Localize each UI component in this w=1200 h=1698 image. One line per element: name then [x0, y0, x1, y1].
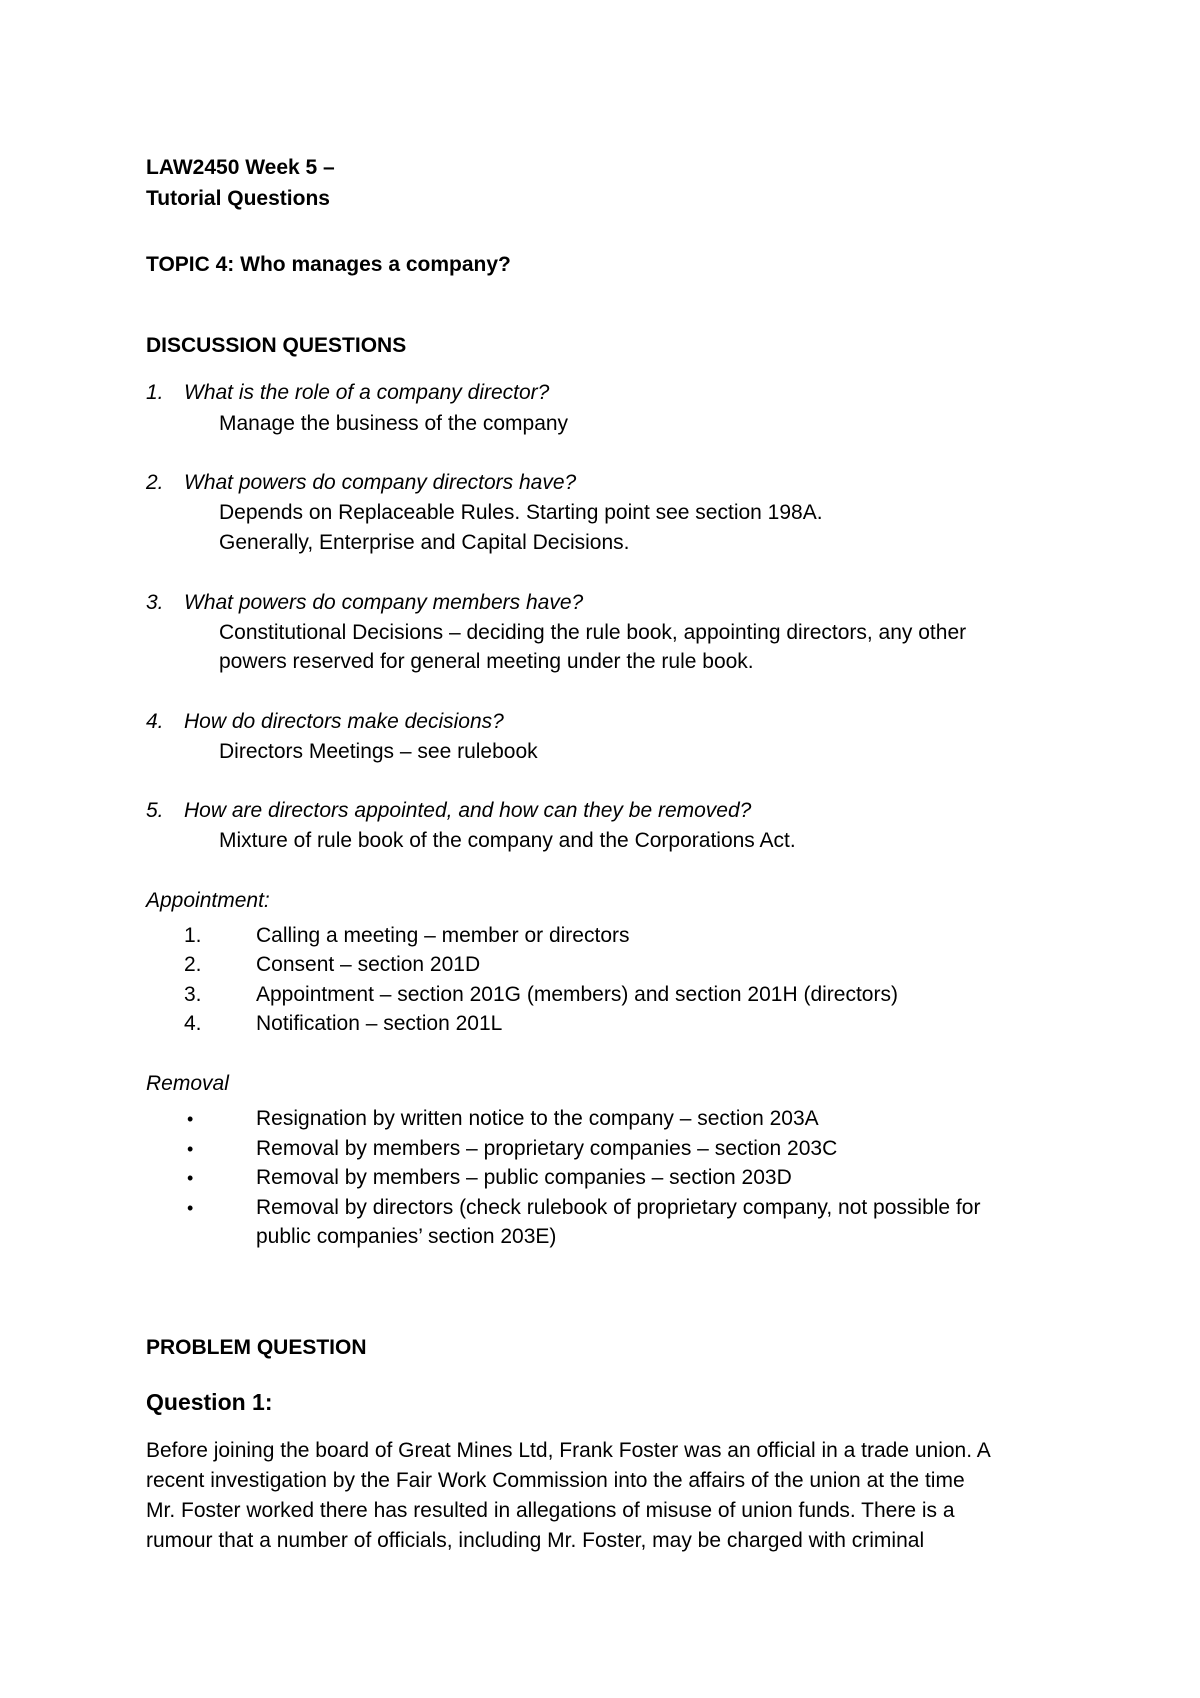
list-item: Appointment – section 201G (members) and section 201H (directors): [256, 983, 898, 1006]
discussion-heading: DISCUSSION QUESTIONS: [146, 334, 407, 357]
question-number: 3.: [146, 591, 164, 614]
answer-line: Directors Meetings – see rulebook: [219, 740, 538, 763]
list-item: Calling a meeting – member or directors: [256, 924, 630, 947]
answer-line: Generally, Enterprise and Capital Decisions.: [219, 531, 630, 554]
question-number: 4.: [146, 710, 164, 733]
bullet-icon: •: [187, 1109, 194, 1129]
question-text: How are directors appointed, and how can they be removed?: [184, 799, 752, 822]
list-number: 3.: [184, 983, 202, 1006]
paragraph-line: recent investigation by the Fair Work Commission into the affairs of the union at the time: [146, 1469, 965, 1492]
topic-heading: TOPIC 4: Who manages a company?: [146, 253, 511, 276]
answer-line: Depends on Replaceable Rules. Starting point see section 198A.: [219, 501, 823, 524]
course-title: LAW2450 Week 5 –: [146, 156, 335, 179]
paragraph-line: rumour that a number of officials, including Mr. Foster, may be charged with criminal: [146, 1529, 925, 1552]
list-item-continuation: public companies’ section 203E): [256, 1225, 557, 1248]
question-text: What powers do company directors have?: [184, 471, 577, 494]
list-item: Removal by directors (check rulebook of proprietary company, not possible for: [256, 1196, 981, 1219]
question-text: What is the role of a company director?: [184, 381, 550, 404]
answer-line: powers reserved for general meeting under the rule book.: [219, 650, 754, 673]
question-text: What powers do company members have?: [184, 591, 584, 614]
list-item: Consent – section 201D: [256, 953, 481, 976]
list-number: 1.: [184, 924, 202, 947]
question-title: Question 1:: [146, 1389, 273, 1415]
removal-label: Removal: [146, 1072, 229, 1095]
list-item: Resignation by written notice to the company – section 203A: [256, 1107, 819, 1130]
bullet-icon: •: [187, 1139, 194, 1159]
list-item: Removal by members – public companies – section 203D: [256, 1166, 792, 1189]
list-item: Notification – section 201L: [256, 1012, 503, 1035]
question-text: How do directors make decisions?: [184, 710, 504, 733]
answer-line: Mixture of rule book of the company and the Corporations Act.: [219, 829, 796, 852]
answer-line: Manage the business of the company: [219, 412, 569, 435]
question-number: 5.: [146, 799, 164, 822]
question-number: 1.: [146, 381, 164, 404]
bullet-icon: •: [187, 1168, 194, 1188]
answer-line: Constitutional Decisions – deciding the rule book, appointing directors, any other: [219, 621, 967, 644]
appointment-label: Appointment:: [146, 889, 270, 912]
list-number: 4.: [184, 1012, 202, 1035]
paragraph-line: Before joining the board of Great Mines Ltd, Frank Foster was an official in a trade union. A: [146, 1439, 991, 1462]
document-subtitle: Tutorial Questions: [146, 187, 330, 210]
list-number: 2.: [184, 953, 202, 976]
bullet-icon: •: [187, 1198, 194, 1218]
question-number: 2.: [146, 471, 164, 494]
paragraph-line: Mr. Foster worked there has resulted in allegations of misuse of union funds. There is a: [146, 1499, 955, 1522]
list-item: Removal by members – proprietary companies – section 203C: [256, 1137, 838, 1160]
problem-heading: PROBLEM QUESTION: [146, 1336, 367, 1359]
